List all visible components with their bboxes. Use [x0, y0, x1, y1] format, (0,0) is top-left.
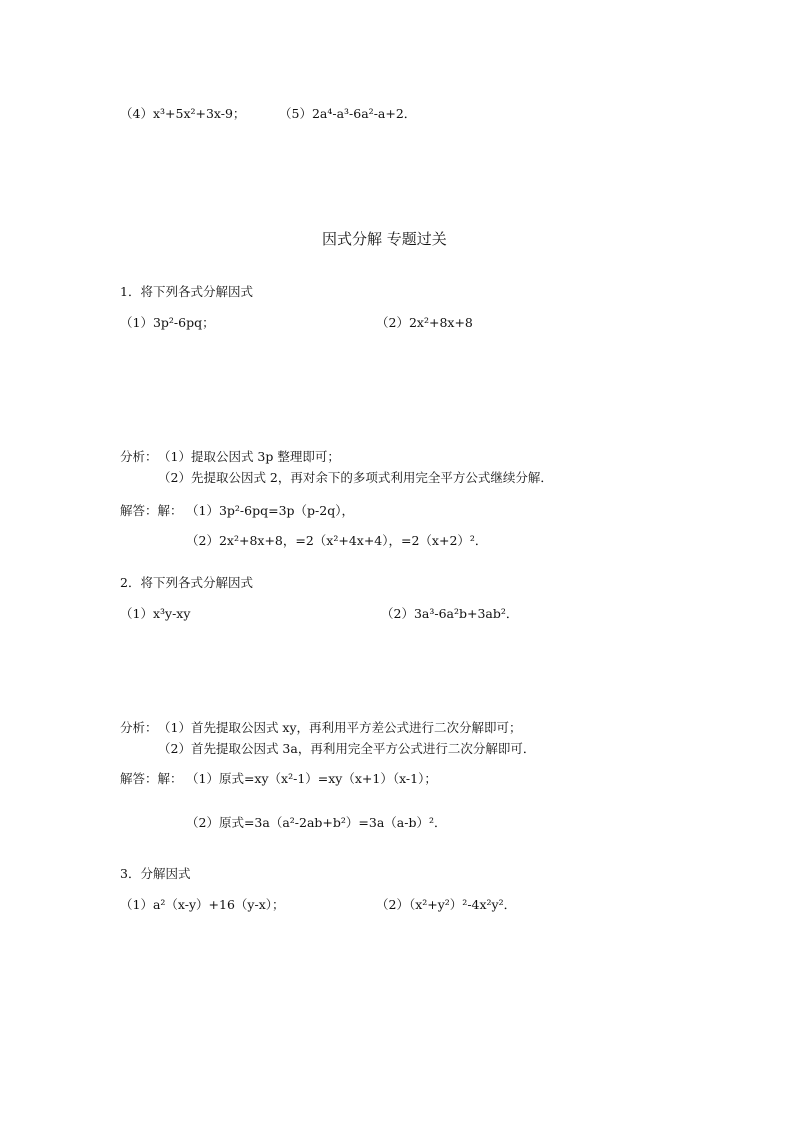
section-title: 因式分解 专题过关: [322, 230, 447, 248]
q3-part2: （2）（x²+y²）²-4x²y²．: [376, 897, 517, 912]
q1-analysis-1: （1）提取公因式 3p 整理即可；: [158, 449, 340, 464]
q2-answer-2: （2）原式=3a（a²-2ab+b²）=3a（a-b）²．: [186, 815, 447, 830]
q1-analysis-2: （2）先提取公因式 2，再对余下的多项式利用完全平方公式继续分解．: [158, 470, 553, 485]
q1-answer-2: （2）2x²+8x+8，=2（x²+4x+4），=2（x+2）²．: [186, 533, 488, 548]
q2-answer-1: （1）原式=xy（x²-1）=xy（x+1）（x-1）；: [186, 771, 437, 786]
q2-analysis-label: 分析：: [120, 720, 158, 735]
q3-heading: 3．分解因式: [120, 866, 191, 881]
q1-part2: （2）2x²+8x+8: [376, 315, 473, 330]
q2-analysis-2: （2）首先提取公因式 3a，再利用完全平方公式进行二次分解即可．: [158, 741, 536, 756]
q2-part1: （1）x³y-xy: [120, 606, 191, 621]
q2-part2: （2）3a³-6a²b+3ab²．: [381, 606, 519, 621]
q1-part1: （1）3p²-6pq；: [120, 315, 215, 330]
q1-analysis-label: 分析：: [120, 449, 158, 464]
q1-heading: 1．将下列各式分解因式: [120, 284, 253, 299]
q3-part1: （1）a²（x-y）+16（y-x）；: [120, 897, 285, 912]
q2-heading: 2．将下列各式分解因式: [120, 575, 253, 590]
problem-4: （4）x³+5x²+3x-9；: [120, 106, 246, 121]
q2-answer-label: 解答：解：: [120, 771, 183, 786]
problem-5: （5）2a⁴-a³-6a²-a+2．: [279, 106, 417, 121]
q2-analysis-1: （1）首先提取公因式 xy，再利用平方差公式进行二次分解即可；: [158, 720, 522, 735]
q1-answer-1: （1）3p²-6pq=3p（p-2q），: [186, 503, 354, 518]
q1-answer-label: 解答：解：: [120, 503, 183, 518]
